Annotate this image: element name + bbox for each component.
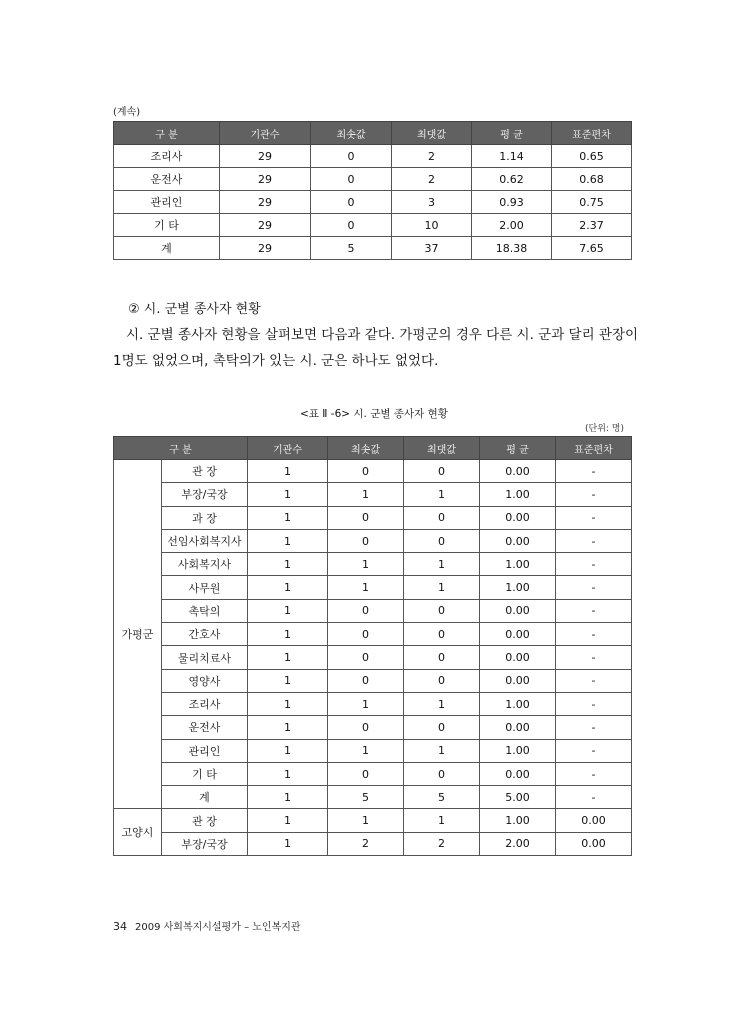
table-cell: 조리사 xyxy=(114,145,220,168)
table-cell: 0 xyxy=(404,646,480,669)
table-cell: 0.00 xyxy=(480,506,556,529)
table-cell: 2.37 xyxy=(552,214,632,237)
table-cell: 0 xyxy=(328,646,404,669)
table-row xyxy=(114,237,632,260)
table-cell: 0 xyxy=(311,191,392,214)
table-header-row xyxy=(114,437,632,460)
table-cell: 1 xyxy=(328,739,404,762)
table-cell: 5 xyxy=(328,786,404,809)
table-cell: 2 xyxy=(392,145,472,168)
table-cell: - xyxy=(556,529,632,552)
column-header: 기관수 xyxy=(220,122,311,145)
table-row xyxy=(114,716,632,739)
column-header: 최댓값 xyxy=(392,122,472,145)
table-cell: 1.00 xyxy=(480,809,556,832)
staff-table-continued xyxy=(113,121,632,260)
table-cell: 0.75 xyxy=(552,191,632,214)
table-cell: 운전사 xyxy=(114,168,220,191)
table-cell: 0 xyxy=(311,214,392,237)
table-cell: 29 xyxy=(220,145,311,168)
table-cell: 1 xyxy=(248,506,328,529)
table-cell: - xyxy=(556,460,632,483)
table-cell: 29 xyxy=(220,237,311,260)
table-cell: 5 xyxy=(311,237,392,260)
table-cell: 0.00 xyxy=(480,646,556,669)
table-cell: 1 xyxy=(404,576,480,599)
table-cell: 1 xyxy=(328,553,404,576)
table-cell: 0.68 xyxy=(552,168,632,191)
column-header: 최솟값 xyxy=(311,122,392,145)
table-cell: 1 xyxy=(248,739,328,762)
table-cell: 29 xyxy=(220,168,311,191)
table-cell: 관 장 xyxy=(162,460,248,483)
table-cell: 1 xyxy=(248,599,328,622)
table-cell: 29 xyxy=(220,191,311,214)
table-cell: 18.38 xyxy=(472,237,552,260)
table-cell: 0 xyxy=(328,599,404,622)
table-row xyxy=(114,646,632,669)
table-cell: 0.00 xyxy=(556,832,632,855)
table-cell: - xyxy=(556,762,632,785)
column-header: 최솟값 xyxy=(328,437,404,460)
table-cell: 영양사 xyxy=(162,669,248,692)
table-cell: 1 xyxy=(248,716,328,739)
table-row xyxy=(114,739,632,762)
table-cell: 1 xyxy=(248,576,328,599)
table-cell: - xyxy=(556,692,632,715)
column-header: 평 균 xyxy=(480,437,556,460)
column-header: 표준편차 xyxy=(556,437,632,460)
table-cell: 과 장 xyxy=(162,506,248,529)
table-cell: - xyxy=(556,506,632,529)
table-row xyxy=(114,529,632,552)
table-cell: 2 xyxy=(404,832,480,855)
table-cell: 0 xyxy=(311,168,392,191)
table-cell: 0 xyxy=(328,506,404,529)
page-footer xyxy=(113,918,301,933)
table-cell: 2.00 xyxy=(472,214,552,237)
table-cell: 2 xyxy=(392,168,472,191)
table-row xyxy=(114,762,632,785)
table-cell: 1 xyxy=(328,576,404,599)
table-row xyxy=(114,506,632,529)
table-cell: 관리인 xyxy=(114,191,220,214)
table-cell: 부장/국장 xyxy=(162,483,248,506)
table-cell: 0.00 xyxy=(556,809,632,832)
table-cell: - xyxy=(556,669,632,692)
table-cell: 간호사 xyxy=(162,623,248,646)
regional-staff-table xyxy=(113,436,632,856)
column-header: 표준편차 xyxy=(552,122,632,145)
table-cell: 0 xyxy=(328,460,404,483)
table-cell: 조리사 xyxy=(162,692,248,715)
table-cell: 1 xyxy=(248,483,328,506)
region-group-cell: 가평군 xyxy=(114,460,162,809)
table-cell: - xyxy=(556,716,632,739)
table-cell: 관리인 xyxy=(162,739,248,762)
column-header: 최댓값 xyxy=(404,437,480,460)
table-cell: - xyxy=(556,599,632,622)
table-cell: 1 xyxy=(248,460,328,483)
table-cell: 부장/국장 xyxy=(162,832,248,855)
table-cell: 10 xyxy=(392,214,472,237)
table-row xyxy=(114,483,632,506)
table-cell: 0 xyxy=(404,529,480,552)
table-row xyxy=(114,832,632,855)
table-cell: 1 xyxy=(248,809,328,832)
table-cell: 사회복지사 xyxy=(162,553,248,576)
table-cell: - xyxy=(556,553,632,576)
table-cell: 0 xyxy=(404,762,480,785)
table-cell: 7.65 xyxy=(552,237,632,260)
table-row xyxy=(114,786,632,809)
table-cell: 1.00 xyxy=(480,576,556,599)
continued-label: (계속) xyxy=(113,107,141,118)
table-cell: 기 타 xyxy=(162,762,248,785)
table-cell: 기 타 xyxy=(114,214,220,237)
table-cell: 1 xyxy=(248,786,328,809)
table-cell: - xyxy=(556,483,632,506)
table-cell: 1 xyxy=(248,553,328,576)
table-cell: - xyxy=(556,646,632,669)
table-cell: 0 xyxy=(328,623,404,646)
table-cell: 0 xyxy=(328,716,404,739)
table-cell: 운전사 xyxy=(162,716,248,739)
table-row xyxy=(114,214,632,237)
table-cell: 0.00 xyxy=(480,716,556,739)
table-cell: 0.00 xyxy=(480,460,556,483)
table-cell: 1 xyxy=(248,762,328,785)
table-cell: 1 xyxy=(404,739,480,762)
table-cell: 0 xyxy=(404,669,480,692)
region-group-cell: 고양시 xyxy=(114,809,162,856)
table-cell: 0 xyxy=(328,669,404,692)
table-cell: 1.00 xyxy=(480,739,556,762)
table-cell: 0.65 xyxy=(552,145,632,168)
table-cell: 3 xyxy=(392,191,472,214)
paragraph-line-1: 시. 군별 종사자 현황을 살펴보면 다음과 같다. 가평군의 경우 다른 시. 군과 달리 관장이 xyxy=(126,327,639,343)
table-cell: 1.00 xyxy=(480,692,556,715)
table-cell: - xyxy=(556,786,632,809)
table-cell: - xyxy=(556,623,632,646)
table-row xyxy=(114,809,632,832)
table-cell: 0 xyxy=(404,623,480,646)
table-cell: 37 xyxy=(392,237,472,260)
column-header: 구 분 xyxy=(114,122,220,145)
table-row xyxy=(114,168,632,191)
footer-text: 2009 사회복지시설평가 – 노인복지관 xyxy=(135,922,301,933)
paragraph-line-2: 1명도 없었으며, 촉탁의가 있는 시. 군은 하나도 없었다. xyxy=(113,353,439,369)
table-row xyxy=(114,623,632,646)
table-cell: 물리치료사 xyxy=(162,646,248,669)
table-cell: 1.00 xyxy=(480,483,556,506)
page-number: 34 xyxy=(113,920,127,933)
table-cell: 촉탁의 xyxy=(162,599,248,622)
table-cell: - xyxy=(556,576,632,599)
table-cell: 1 xyxy=(404,809,480,832)
table-cell: 1 xyxy=(328,809,404,832)
table-row xyxy=(114,599,632,622)
column-header: 기관수 xyxy=(248,437,328,460)
table-cell: 1 xyxy=(248,832,328,855)
section-heading: ② 시. 군별 종사자 현황 xyxy=(128,302,261,317)
table-cell: 0.62 xyxy=(472,168,552,191)
table-cell: 0 xyxy=(328,529,404,552)
table-row xyxy=(114,669,632,692)
table-unit-label: (단위: 명) xyxy=(585,424,624,434)
table-cell: 5 xyxy=(404,786,480,809)
table-caption: <표 Ⅱ -6> 시. 군별 종사자 현황 xyxy=(300,408,448,420)
table-cell: 선임사회복지사 xyxy=(162,529,248,552)
table-cell: 5.00 xyxy=(480,786,556,809)
table-row xyxy=(114,692,632,715)
table-cell: 1 xyxy=(328,692,404,715)
table-cell: 1 xyxy=(248,669,328,692)
table-cell: 0.00 xyxy=(480,599,556,622)
table-cell: 1.14 xyxy=(472,145,552,168)
table-cell: 0.00 xyxy=(480,669,556,692)
table-row xyxy=(114,553,632,576)
table-cell: 1 xyxy=(404,692,480,715)
table-row xyxy=(114,460,632,483)
table-cell: 계 xyxy=(162,786,248,809)
table-row xyxy=(114,145,632,168)
column-header: 구 분 xyxy=(114,437,248,460)
table-cell: 0.00 xyxy=(480,762,556,785)
table-cell: 0.00 xyxy=(480,529,556,552)
table-cell: 1 xyxy=(248,623,328,646)
table-cell: 0 xyxy=(311,145,392,168)
table-cell: - xyxy=(556,739,632,762)
table-cell: 1.00 xyxy=(480,553,556,576)
table-cell: 1 xyxy=(248,529,328,552)
table-cell: 0 xyxy=(404,506,480,529)
table-cell: 2.00 xyxy=(480,832,556,855)
table-cell: 2 xyxy=(328,832,404,855)
table-cell: 0 xyxy=(404,716,480,739)
table-cell: 29 xyxy=(220,214,311,237)
table-row xyxy=(114,576,632,599)
table-cell: 0 xyxy=(404,599,480,622)
table-cell: 0.00 xyxy=(480,623,556,646)
table-cell: 계 xyxy=(114,237,220,260)
table-cell: 1 xyxy=(404,553,480,576)
table-cell: 1 xyxy=(248,692,328,715)
table-cell: 사무원 xyxy=(162,576,248,599)
table-cell: 0 xyxy=(404,460,480,483)
table-cell: 0.93 xyxy=(472,191,552,214)
table-cell: 0 xyxy=(328,762,404,785)
table-cell: 1 xyxy=(404,483,480,506)
table-row xyxy=(114,191,632,214)
column-header: 평 균 xyxy=(472,122,552,145)
table-cell: 관 장 xyxy=(162,809,248,832)
table-cell: 1 xyxy=(328,483,404,506)
table-cell: 1 xyxy=(248,646,328,669)
table-header-row xyxy=(114,122,632,145)
